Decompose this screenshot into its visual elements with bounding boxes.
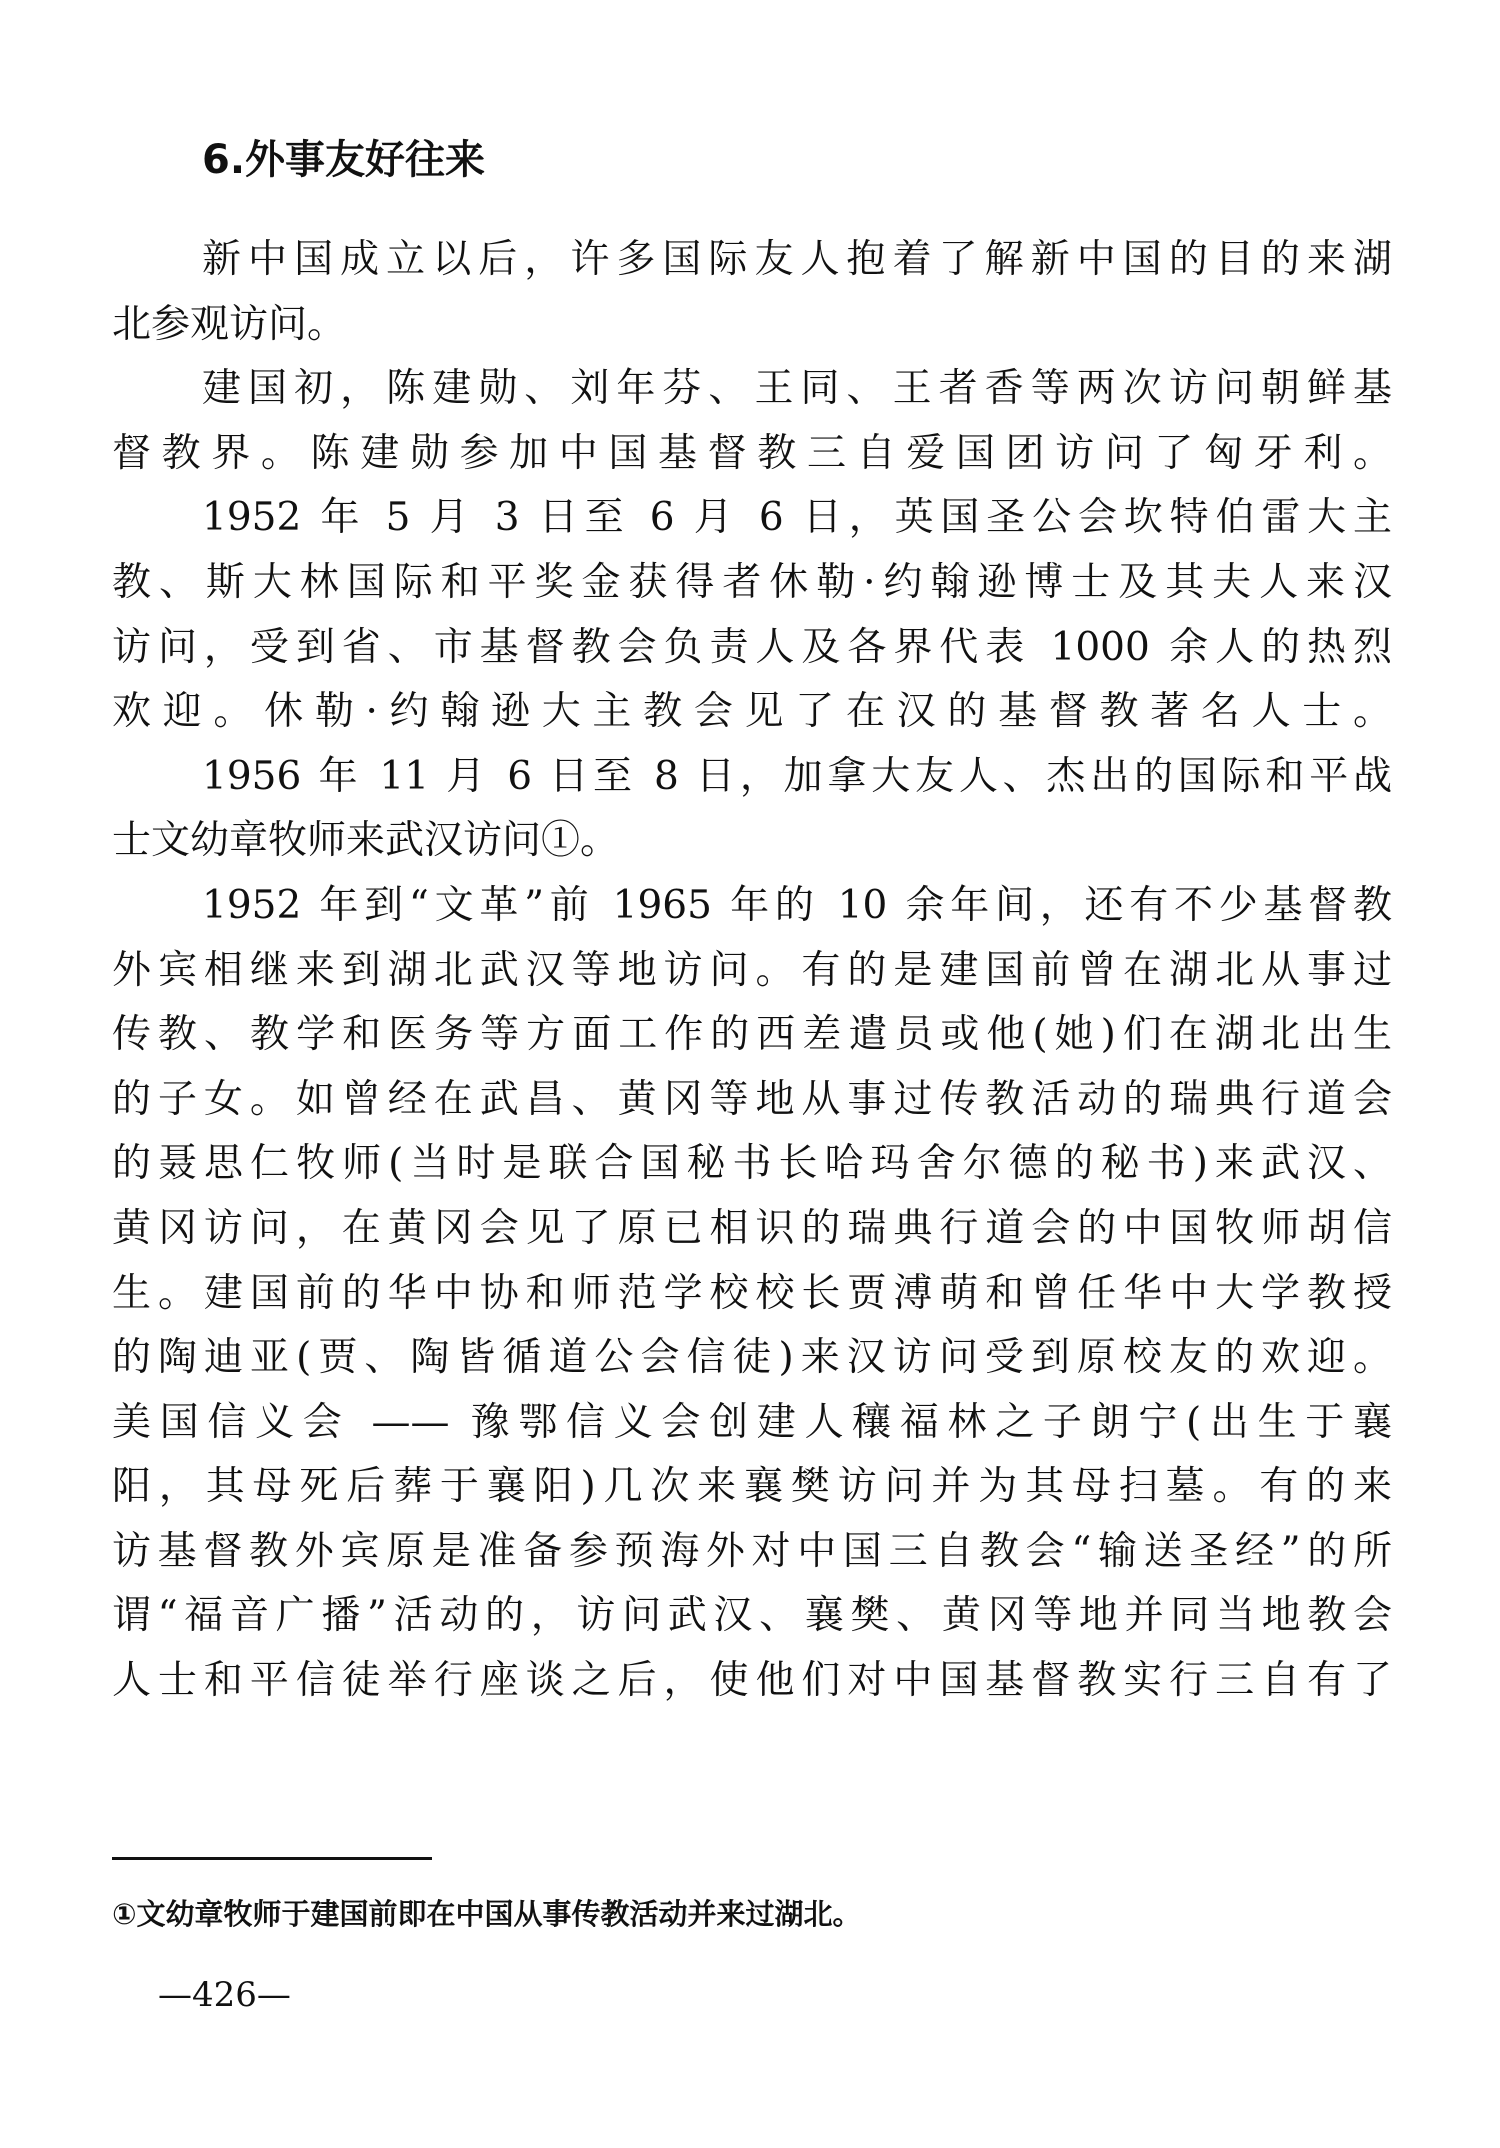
text-line: 的聂思仁牧师(当时是联合国秘书长哈玛舍尔德的秘书)来武汉、 [112, 1141, 1392, 1187]
text-line: 教、斯大林国际和平奖金获得者休勒·约翰逊博士及其夫人来汉 [112, 559, 1392, 605]
text-line: 访基督教外宾原是准备参预海外对中国三自教会“输送圣经”的所 [112, 1528, 1392, 1574]
text-line: 北参观访问。 [112, 301, 347, 347]
text-line: 士文幼章牧师来武汉访问①。 [112, 818, 620, 864]
text-line: 1956 年 11 月 6 日至 8 日，加拿大友人、杰出的国际和平战 [202, 753, 1392, 799]
text-line: 美国信义会 —— 豫鄂信义会创建人穰福林之子朗宁(出生于襄 [112, 1399, 1392, 1445]
text-line: 生。建国前的华中协和师范学校校长贾溥萌和曾任华中大学教授 [112, 1270, 1392, 1316]
text-line: 黄冈访问，在黄冈会见了原已相识的瑞典行道会的中国牧师胡信 [112, 1205, 1392, 1251]
page-number: —426— [158, 1975, 291, 2015]
text-line: 1952 年到“文革”前 1965 年的 10 余年间，还有不少基督教 [202, 882, 1392, 928]
text-line: 的陶迪亚(贾、陶皆循道公会信徒)来汉访问受到原校友的欢迎。 [112, 1335, 1392, 1381]
text-line: 谓“福音广播”活动的，访问武汉、襄樊、黄冈等地并同当地教会 [112, 1593, 1392, 1639]
text-line: 建国初，陈建勋、刘年芬、王同、王者香等两次访问朝鲜基 [202, 366, 1392, 412]
section-heading: 6.外事友好往来 [202, 137, 486, 183]
text-line: 1952 年 5 月 3 日至 6 月 6 日，英国圣公会坎特伯雷大主 [202, 495, 1392, 541]
text-line: 的子女。如曾经在武昌、黄冈等地从事过传教活动的瑞典行道会 [112, 1076, 1392, 1122]
text-line: 人士和平信徒举行座谈之后，使他们对中国基督教实行三自有了 [112, 1658, 1392, 1704]
text-line: 新中国成立以后，许多国际友人抱着了解新中国的目的来湖 [202, 237, 1392, 282]
text-line: 传教、教学和医务等方面工作的西差遣员或他(她)们在湖北出生 [112, 1012, 1392, 1058]
text-line: 访问，受到省、市基督教会负责人及各界代表 1000 余人的热烈 [112, 624, 1392, 670]
footnote: ①文幼章牧师于建国前即在中国从事传教活动并来过湖北。 [112, 1897, 862, 1931]
text-line: 督教界。陈建勋参加中国基督教三自爱国团访问了匈牙利。 [112, 430, 1392, 476]
text-line: 欢迎。休勒·约翰逊大主教会见了在汉的基督教著名人士。 [112, 689, 1392, 735]
body-text [112, 228, 1392, 1714]
text-line: 阳，其母死后葬于襄阳)几次来襄樊访问并为其母扫墓。有的来 [112, 1464, 1392, 1510]
footnote-separator [112, 1857, 432, 1860]
text-line: 外宾相继来到湖北武汉等地访问。有的是建国前曾在湖北从事过 [112, 947, 1392, 993]
